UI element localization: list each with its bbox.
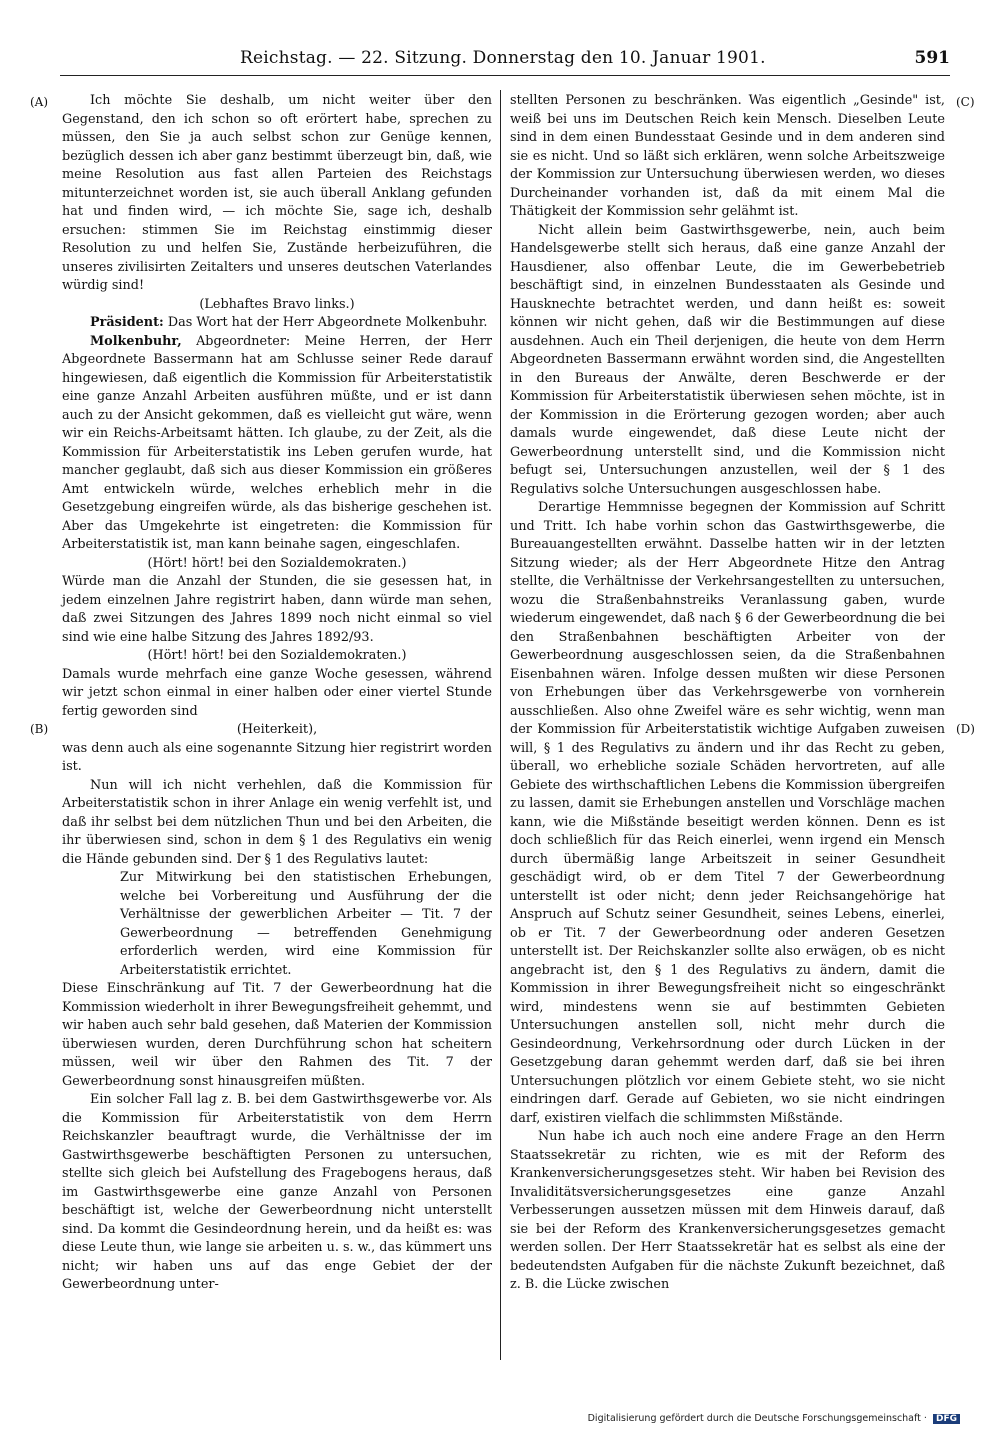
paragraph: was denn auch als eine sogenannte Sitzung hier registrirt worden ist. <box>62 740 492 774</box>
margin-marker-a: (A) <box>30 95 49 109</box>
speech-text: Abgeordneter: Meine Herren, der Herr Abgeordnete Bassermann hat am Schlusse seiner Rede darauf hingewiesen, daß eigentlich die Kommission für Arbeiterstatistik eine ganze Anzahl Arbeiten ausführen müßte, und er ist dann auch zu der Ansicht gekommen, daß es vielleicht gut wäre, wenn wir ein Reichs-Arbeitsamt hätten. Ich glaube, zu der Zeit, als die Kommission für Arbeiterstatistik ins Leben gerufen wurde, hat mancher geglaubt, daß sich aus dieser Kommission ein größeres Amt entwickeln würde, welches erheblich mehr in die Gesetzgebung eingreifen würde, als das bisherige geschehen ist. Aber das Umgekehrte ist eingetreten: die Kommission für Arbeiterstatistik ist, man kann beinahe sagen, eingeschlafen. <box>62 333 492 552</box>
speaker-name: Präsident: <box>90 315 164 330</box>
paragraph: Nicht allein beim Gastwirthsgewerbe, nein, auch beim Handelsgewerbe stellt sich heraus, daß eine ganze Anzahl der Hausdiener, also offenbar Leute, die im Gewerbebetrieb beschäftigt sind, in einzelnen Bundesstaaten als Gesinde und Hausknechte betrachtet werden, und dann heißt es: soweit können wir nicht gehen, daß wir die Bestimmungen auf diese ausdehnen. Auch ein Theil derjenigen, die heute von dem Herrn Abgeordneten Bassermann erwähnt worden sind, die Angestellten in den Bureaus der Anwälte, deren Beschwerde er der Kommission für Arbeiterstatistik überwiesen sehen möchte, ist in der Kommission in die Erörterung gezogen worden; aber auch damals wurde eingewendet, daß diese Leute nicht der Gewerbeordnung unterstellt sind, und die Kommission nicht befugt sei, Untersuchungen anzustellen, weil der § 1 des Regulativs solche Untersuchungen ausgeschlossen habe. <box>510 222 945 497</box>
interjection: (Heiterkeit), <box>236 722 318 737</box>
paragraph: Diese Einschränkung auf Tit. 7 der Gewerbeordnung hat die Kommission wiederholt in ihrer Bewegungsfreiheit gehemmt, und wir haben auch sehr bald gesehen, daß Materien der Kommission überwiesen wurden, deren Durchführung schon hat scheitern müssen, weil wir über den Rahmen des Tit. 7 der Gewerbeordnung sonst hinausgreifen müßten. <box>62 981 492 1089</box>
paragraph: Nun habe ich auch noch eine andere Frage an den Herrn Staatssekretär zu richten, wie es mit der Reform des Krankenversicherungsgesetzes steht. Wir haben bei Revision des Invaliditätsversicherungsgesetzes eine ganze Anzahl Verbesserungen aussetzen müssen mit dem Hinweis darauf, daß sie bei der Reform des Krankenversicherungsgesetzes gemacht werden sollen. Der Herr Staatssekretär hat es selbst als eine der bedeutendsten Aufgaben für die nächste Zukunft bezeichnet, daß z. B. die Lücke zwischen <box>510 1129 945 1292</box>
block-quote: Zur Mitwirkung bei den statistischen Erhebungen, welche bei Vorbereitung und Ausführung der die Verhältnisse der gewerblichen Arbeiter — Tit. 7 der Gewerbeordnung — betreffenden Genehmigung erforderlich werden, wird eine Kommission für Arbeiterstatistik errichtet. <box>120 870 492 978</box>
paragraph <box>62 314 492 333</box>
interjection: (Hört! hört! bei den Sozialdemokraten.) <box>147 648 407 663</box>
interjection: (Lebhaftes Bravo links.) <box>199 296 355 312</box>
right-column <box>510 92 945 1295</box>
header-rule <box>60 75 950 76</box>
margin-marker-c: (C) <box>956 95 975 109</box>
running-header <box>60 44 950 74</box>
paragraph: Ich möchte Sie deshalb, um nicht weiter über den Gegenstand, den ich schon so oft erörtert habe, sprechen zu müssen, den Sie ja auch selbst schon zur Genüge kennen, bezüglich dessen ich aber ganz bestimmt überzeugt bin, daß, wie meine Resolution aus fast allen Parteien des Reichstags mitunterzeichnet worden ist, sie auch überall Anklang gefunden hat und finden wird, — ich möchte Sie, sage ich, deshalb ersuchen: stimmen Sie im Reichstag einstimmig dieser Resolution zu und helfen Sie, Zustände herbeizuführen, die unseres zivilisirten Zeitalters und unseres deutschen Vaterlandes würdig sind! <box>62 93 492 293</box>
paragraph <box>62 333 492 555</box>
left-column <box>62 92 492 1295</box>
interjection: (Hört! hört! bei den Sozialdemokraten.) <box>147 555 407 571</box>
speech-text: Das Wort hat der Herr Abgeordnete Molkenbuhr. <box>163 315 488 330</box>
paragraph: Ein solcher Fall lag z. B. bei dem Gastwirthsgewerbe vor. Als die Kommission für Arbeiterstatistik von dem Herrn Reichskanzler beauftragt wurde, die Verhältnisse der im Gastwirthsgewerbe beschäftigten Personen zu untersuchen, stellte sich gleich bei Aufstellung des Fragebogens heraus, daß im Gastwirthsgewerbe eine ganze Anzahl von Personen beschäftigt ist, welche der Gewerbeordnung nicht unterstellt sind. Da kommt die Gesindeordnung herein, und da heißt es: was diese Leute thun, wie lange sie arbeiten u. s. w., das kümmert uns nicht; wir haben uns auf das enge Gebiet der der Gewerbeordnung unter- <box>62 1092 492 1292</box>
paragraph: Nun will ich nicht verhehlen, daß die Kommission für Arbeiterstatistik schon in ihrer Anlage ein wenig verfehlt ist, und daß ihr selbst bei dem nützlichen Thun und bei den Arbeiten, die ihr überwiesen sind, schon in dem § 1 des Regulativs ein wenig die Hände gebunden sind. Der § 1 des Regulativs lautet: <box>62 777 492 867</box>
header-title: Reichstag. — 22. Sitzung. Donnerstag den 10. Januar 1901. <box>240 48 766 68</box>
paragraph: Derartige Hemmnisse begegnen der Kommission auf Schritt und Tritt. Ich habe vorhin schon das Gastwirthsgewerbe, die Bureauangestellten erwähnt. Dasselbe hatten wir in der letzten Sitzung wieder; als der Herr Abgeordnete Hitze den Antrag stellte, die Verhältnisse der Verkehrsangestellten zu untersuchen, wozu die Straßenbahnstreiks Veranlassung gaben, wurde wiederum eingewendet, daß nach § 6 der Gewerbeordnung die bei den Straßenbahnen beschäftigten Arbeiter von der Gewerbeordnung ausgeschlossen seien, da die Straßenbahnen Eisenbahnen wären. Infolge dessen mußten wir diese Personen von Erhebungen über das Verkehrsgewerbe von vornherein ausschließen. Also ohne Zweifel wäre es sehr wichtig, wenn man der Kommission für Arbeiterstatistik wichtige Aufgaben zuweisen will, § 1 des Regulativs zu ändern und ihr das Recht zu geben, überall, wo erhebliche soziale Schäden hervortreten, auf alle Gebiete des wirthschaftlichen Lebens die Kommission übergreifen zu lassen, damit sie Erhebungen anstellen und Vorschläge machen kann, wie die Mißstände beseitigt werden können. Denn es ist doch schließlich für das Reich einerlei, wenn irgend ein Mensch durch übermäßig lange Arbeitszeit in seiner Gesundheit geschädigt wird, ob er dem Titel 7 der Gewerbeordnung unterstellt ist oder nicht; denn jeder Reichsangehörige hat Anspruch auf Schutz seiner Gesundheit, seines Lebens, einerlei, ob er Tit. 7 der Gewerbeordnung oder anderen Gesetzen unterstellt ist. Der Reichskanzler sollte also erwägen, ob es nicht angebracht ist, den § 1 des Regulativs zu ändern, damit die Kommission in ihrer Bewegungsfreiheit nicht so eingeschränkt wird, mindestens wenn sie auf bestimmten Gebieten Untersuchungen anstellen soll, nicht mehr durch die Gesindeordnung, Verkehrsordnung oder durch Lücken in der Gesetzgebung daran gehemmt werden darf, daß sie bei ihren Untersuchungen plötzlich vor einem Gebiete steht, wo sie nicht eindringen darf. Gerade auf Gebieten, wo sie nicht eindringen darf, existiren vielfach die schlimmsten Mißstände. <box>510 500 945 1126</box>
speaker-name: Molkenbuhr, <box>90 333 182 349</box>
margin-marker-d: (D) <box>956 722 975 736</box>
paragraph: Damals wurde mehrfach eine ganze Woche gesessen, während wir jetzt schon einmal in einer halben oder einer viertel Stunde fertig geworden sind <box>62 666 492 719</box>
margin-marker-b: (B) <box>30 722 49 736</box>
paragraph: Würde man die Anzahl der Stunden, die sie gesessen hat, in jedem einzelnen Jahre registrirt haben, dann würde man sehen, daß zwei Sitzungen des Jahres 1899 noch nicht einmal so viel sind wie eine halbe Sitzung des Jahres 1892/93. <box>62 574 492 645</box>
paragraph: stellten Personen zu beschränken. Was eigentlich „Gesinde" ist, weiß bei uns im Deutschen Reich kein Mensch. Dieselben Leute sind in dem einen Bundesstaat Gesinde und in dem anderen sind sie es nicht. Und so läßt sich erklären, wenn solche Arbeitszweige der Kommission zur Untersuchung überwiesen werden, wo dieses Durcheinander vorhanden ist, daß da mit einem Mal die Thätigkeit der Kommission sehr gelähmt ist. <box>510 93 945 219</box>
page-number: 591 <box>914 48 950 68</box>
dfg-logo: DFG <box>933 1414 960 1424</box>
credit-text: Digitalisierung gefördert durch die Deutsche Forschungsgemeinschaft · <box>587 1413 927 1424</box>
column-divider <box>500 90 501 1360</box>
digitization-credit <box>588 1413 960 1424</box>
